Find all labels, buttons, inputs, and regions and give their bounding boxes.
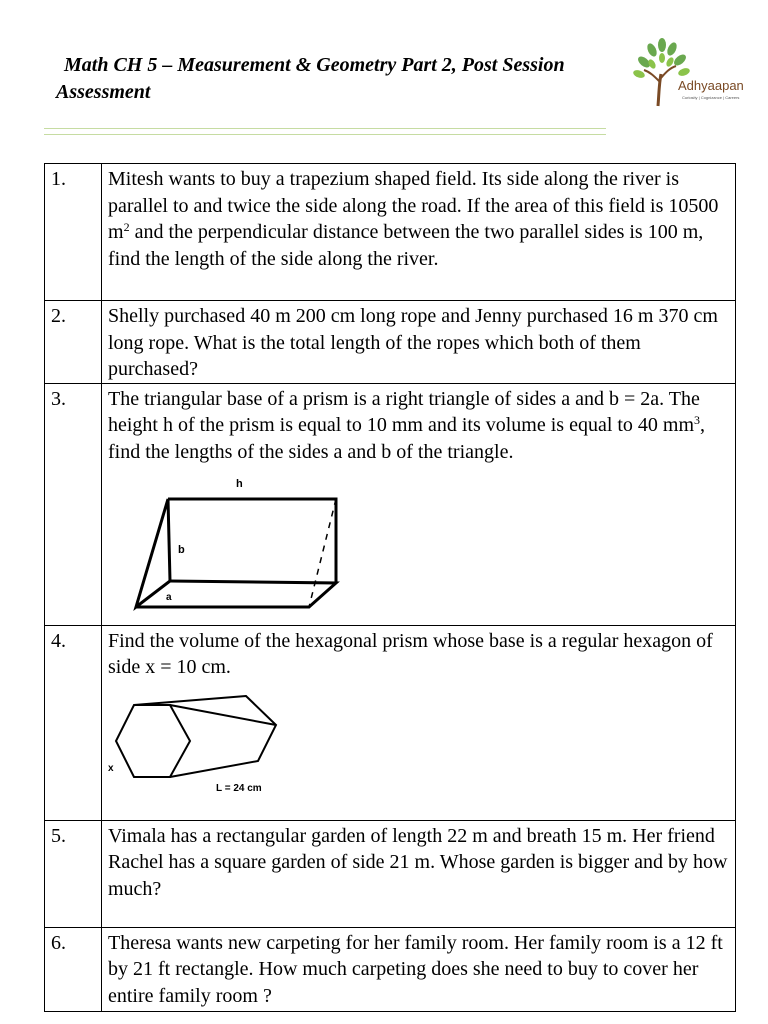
triangular-prism-figure — [108, 473, 368, 613]
question-number: 2. — [45, 301, 102, 384]
question-text: Mitesh wants to buy a trapezium shaped field. Its side along the river is parallel to and twice the side along the road. If the area of this field is 10500 $m^2$ and the perpendicular distance between the two parallel sides is 100 m, find the length of the side along the river. — [102, 164, 736, 301]
question-row-3 — [45, 383, 736, 625]
logo-text: Adhyaapan — [678, 78, 744, 93]
question-number: 5. — [45, 820, 102, 927]
question-row-5 — [45, 820, 736, 927]
question-number: 4. — [45, 625, 102, 820]
header-rule-bottom — [44, 134, 606, 135]
question-text: Shelly purchased 40 m 200 cm long rope and Jenny purchased 16 m 370 cm long rope. What is the total length of the ropes which both of them purchased? — [102, 301, 736, 384]
title-line-2: Assessment — [56, 81, 151, 103]
question-row-2 — [45, 301, 736, 384]
question-number: 6. — [45, 927, 102, 1011]
question-table — [44, 163, 736, 1012]
hexagonal-prism-figure — [108, 695, 308, 795]
label-a: a — [166, 592, 172, 603]
question-text: Theresa wants new carpeting for her family room. Her family room is a 12 ft by 21 ft rectangle. How much carpeting does she need to buy to cover her entire family room ? — [102, 927, 736, 1011]
logo-tagline: Curiosity | Cognizance | Careers — [682, 95, 740, 100]
label-b: b — [178, 544, 185, 556]
header-rule-top — [44, 128, 606, 129]
question-number: 3. — [45, 383, 102, 625]
question-number: 1. — [45, 164, 102, 301]
title-line-1: Math CH 5 – Measurement & Geometry Part 2, Post Session — [64, 54, 565, 76]
question-text: The triangular base of a prism is a right triangle of sides a and b = 2a. The height h of the prism is equal to 10 mm and its volume is equal to 40 $mm^3$, find the lengths of the sides a and b of the triangle. h b a — [102, 383, 736, 625]
label-x: x — [108, 762, 114, 774]
question-text: Vimala has a rectangular garden of length 22 m and breath 15 m. Her friend Rachel has a square garden of side 21 m. Whose garden is bigger and by how much? — [102, 820, 736, 927]
question-row-6 — [45, 927, 736, 1011]
question-text: Find the volume of the hexagonal prism whose base is a regular hexagon of side x = 10 cm. x L = 24 cm — [102, 625, 736, 820]
question-row-1 — [45, 164, 736, 301]
question-row-4 — [45, 625, 736, 820]
adhyaapan-logo — [630, 38, 758, 110]
label-h: h — [236, 478, 243, 490]
label-length: L = 24 cm — [216, 782, 262, 794]
page-title — [56, 52, 646, 106]
